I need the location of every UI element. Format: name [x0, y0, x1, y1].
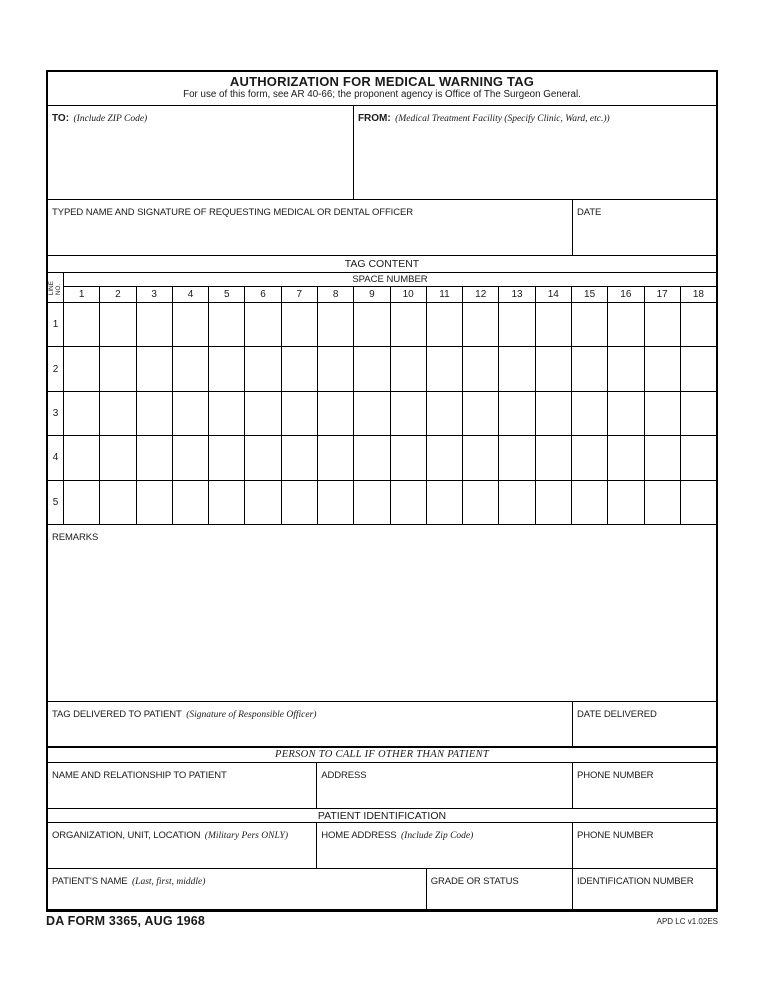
tag-space-cell-5-16[interactable] [608, 481, 644, 524]
space-number-col-9: 9 [354, 287, 390, 302]
tag-space-cell-3-1[interactable] [64, 392, 100, 435]
tag-space-cell-5-12[interactable] [463, 481, 499, 524]
grade-status-field[interactable] [427, 869, 573, 909]
tag-space-cell-2-10[interactable] [391, 347, 427, 390]
address-label: ADDRESS [321, 770, 367, 781]
tag-delivered-label: TAG DELIVERED TO PATIENT [52, 709, 182, 720]
tag-space-cell-3-5[interactable] [209, 392, 245, 435]
tag-space-cell-2-5[interactable] [209, 347, 245, 390]
organization-label: ORGANIZATION, UNIT, LOCATION [52, 830, 201, 841]
tag-space-cell-2-13[interactable] [499, 347, 535, 390]
to-field[interactable] [48, 106, 354, 199]
space-number-col-10: 10 [391, 287, 427, 302]
space-number-header: SPACE NUMBER [64, 273, 716, 287]
tag-space-cell-4-5[interactable] [209, 436, 245, 479]
tag-space-cell-3-3[interactable] [137, 392, 173, 435]
space-number-header-block [64, 273, 716, 302]
person-to-call-header: PERSON TO CALL IF OTHER THAN PATIENT [48, 748, 716, 763]
grade-status-label: GRADE OR STATUS [430, 876, 519, 887]
tag-space-cell-1-1[interactable] [64, 303, 100, 346]
line-no-header-label: LINE NO. [48, 281, 62, 295]
tag-space-cell-2-3[interactable] [137, 347, 173, 390]
patient-phone-field[interactable] [573, 823, 716, 868]
tag-space-cell-5-17[interactable] [645, 481, 681, 524]
tag-space-cell-3-12[interactable] [463, 392, 499, 435]
tag-space-cell-2-7[interactable] [282, 347, 318, 390]
space-number-col-13: 13 [499, 287, 535, 302]
name-relationship-field[interactable] [48, 763, 317, 808]
patient-name-field[interactable] [48, 869, 427, 909]
tag-line-row-3 [48, 392, 716, 436]
form-footer [46, 914, 718, 928]
tag-space-cell-5-1[interactable] [64, 481, 100, 524]
tag-space-cell-1-3[interactable] [137, 303, 173, 346]
tag-space-cell-5-7[interactable] [282, 481, 318, 524]
tag-space-cell-2-9[interactable] [354, 347, 390, 390]
typed-name-row [48, 200, 716, 256]
tag-space-cell-3-13[interactable] [499, 392, 535, 435]
tag-space-cell-3-14[interactable] [536, 392, 572, 435]
tag-space-cell-4-12[interactable] [463, 436, 499, 479]
date-delivered-label: DATE DELIVERED [577, 709, 657, 720]
tag-space-cell-2-11[interactable] [427, 347, 463, 390]
tag-space-cell-5-10[interactable] [391, 481, 427, 524]
space-number-col-17: 17 [645, 287, 681, 302]
patient-name-label: PATIENT'S NAME [52, 876, 128, 887]
tag-space-cell-5-3[interactable] [137, 481, 173, 524]
to-hint: (Include ZIP Code) [73, 114, 148, 124]
phone-number-label: PHONE NUMBER [577, 770, 654, 781]
date-label: DATE [577, 207, 602, 218]
tag-space-cell-2-18[interactable] [681, 347, 716, 390]
tag-space-cell-1-18[interactable] [681, 303, 716, 346]
tag-space-cell-4-13[interactable] [499, 436, 535, 479]
space-number-col-15: 15 [572, 287, 608, 302]
tag-line-row-1 [48, 303, 716, 347]
space-number-col-1: 1 [64, 287, 100, 302]
patient-phone-label: PHONE NUMBER [577, 830, 654, 841]
tag-grid-header [48, 273, 716, 303]
tag-space-cell-3-2[interactable] [100, 392, 136, 435]
form-version: APD LC v1.02ES [656, 917, 718, 926]
organization-row [48, 823, 716, 869]
tag-delivered-field[interactable] [48, 702, 573, 746]
tag-space-cell-5-2[interactable] [100, 481, 136, 524]
tag-space-cell-4-10[interactable] [391, 436, 427, 479]
patient-name-hint: (Last, first, middle) [132, 877, 206, 887]
tag-space-cell-2-4[interactable] [173, 347, 209, 390]
tag-space-cell-4-2[interactable] [100, 436, 136, 479]
tag-space-cell-1-11[interactable] [427, 303, 463, 346]
remarks-field[interactable] [48, 525, 716, 702]
space-number-col-8: 8 [318, 287, 354, 302]
tag-space-cell-5-4[interactable] [173, 481, 209, 524]
patient-name-row [48, 869, 716, 909]
tag-space-cell-1-10[interactable] [391, 303, 427, 346]
space-number-col-11: 11 [427, 287, 463, 302]
da-form-3365 [46, 70, 718, 912]
tag-space-cell-2-8[interactable] [318, 347, 354, 390]
tag-content-header: TAG CONTENT [48, 256, 716, 273]
tag-space-cell-3-8[interactable] [318, 392, 354, 435]
tag-space-cell-4-6[interactable] [245, 436, 281, 479]
form-title: AUTHORIZATION FOR MEDICAL WARNING TAG [229, 74, 535, 89]
tag-space-cell-1-16[interactable] [608, 303, 644, 346]
tag-line-row-5 [48, 481, 716, 524]
tag-space-cell-2-2[interactable] [100, 347, 136, 390]
tag-space-cell-4-14[interactable] [536, 436, 572, 479]
tag-space-cell-1-5[interactable] [209, 303, 245, 346]
tag-space-cell-2-17[interactable] [645, 347, 681, 390]
tag-space-cell-2-14[interactable] [536, 347, 572, 390]
home-address-hint: (Include Zip Code) [401, 831, 474, 841]
form-subtitle: For use of this form, see AR 40-66; the proponent agency is Office of The Surgeon General. [183, 89, 581, 100]
space-number-col-7: 7 [282, 287, 318, 302]
tag-space-cell-4-18[interactable] [681, 436, 716, 479]
identification-number-label: IDENTIFICATION NUMBER [577, 876, 694, 887]
tag-space-cell-3-9[interactable] [354, 392, 390, 435]
home-address-field[interactable] [317, 823, 573, 868]
tag-space-cell-3-17[interactable] [645, 392, 681, 435]
address-field[interactable] [317, 763, 573, 808]
date-field[interactable] [573, 200, 716, 255]
line-number-label-5: 5 [48, 481, 64, 524]
tag-grid-body [48, 303, 716, 525]
identification-number-field[interactable] [573, 869, 716, 909]
line-number-label-3: 3 [48, 392, 64, 435]
tag-space-cell-3-7[interactable] [282, 392, 318, 435]
space-number-col-12: 12 [463, 287, 499, 302]
phone-number-field[interactable] [573, 763, 716, 808]
tag-space-cell-1-12[interactable] [463, 303, 499, 346]
tag-space-cell-2-16[interactable] [608, 347, 644, 390]
tag-delivered-row [48, 702, 716, 748]
space-number-col-6: 6 [245, 287, 281, 302]
space-number-col-14: 14 [536, 287, 572, 302]
typed-name-label: TYPED NAME AND SIGNATURE OF REQUESTING MEDICAL OR DENTAL OFFICER [52, 207, 413, 218]
tag-space-cell-1-9[interactable] [354, 303, 390, 346]
tag-space-cell-1-8[interactable] [318, 303, 354, 346]
tag-delivered-hint: (Signature of Responsible Officer) [186, 710, 317, 720]
tag-space-cell-2-1[interactable] [64, 347, 100, 390]
person-to-call-row [48, 763, 716, 809]
tag-space-cell-4-16[interactable] [608, 436, 644, 479]
tag-space-cell-3-18[interactable] [681, 392, 716, 435]
tag-space-cell-1-13[interactable] [499, 303, 535, 346]
tag-line-row-4 [48, 436, 716, 480]
tag-space-cell-5-9[interactable] [354, 481, 390, 524]
tag-space-cell-1-17[interactable] [645, 303, 681, 346]
tag-space-cell-3-10[interactable] [391, 392, 427, 435]
tag-space-cell-5-6[interactable] [245, 481, 281, 524]
tag-space-cell-5-14[interactable] [536, 481, 572, 524]
tag-space-cell-3-16[interactable] [608, 392, 644, 435]
tag-space-cell-4-8[interactable] [318, 436, 354, 479]
name-relationship-label: NAME AND RELATIONSHIP TO PATIENT [52, 770, 227, 781]
date-delivered-field[interactable] [573, 702, 716, 746]
tag-space-cell-1-6[interactable] [245, 303, 281, 346]
tag-space-cell-4-7[interactable] [282, 436, 318, 479]
space-number-col-5: 5 [209, 287, 245, 302]
space-number-col-4: 4 [173, 287, 209, 302]
tag-space-cell-3-11[interactable] [427, 392, 463, 435]
tag-space-cell-1-7[interactable] [282, 303, 318, 346]
from-hint: (Medical Treatment Facility (Specify Clinic, Ward, etc.)) [395, 114, 610, 124]
remarks-label: REMARKS [52, 532, 99, 543]
line-no-header-cell [48, 273, 64, 302]
to-from-row [48, 106, 716, 200]
typed-name-field[interactable] [48, 200, 573, 255]
form-header [48, 72, 716, 106]
tag-space-cell-4-11[interactable] [427, 436, 463, 479]
tag-space-cell-3-4[interactable] [173, 392, 209, 435]
from-label: FROM: [357, 113, 391, 124]
space-number-col-3: 3 [137, 287, 173, 302]
tag-space-cell-4-4[interactable] [173, 436, 209, 479]
tag-space-cell-4-15[interactable] [572, 436, 608, 479]
space-number-col-2: 2 [100, 287, 136, 302]
to-label: TO: [52, 113, 70, 124]
tag-space-cell-2-15[interactable] [572, 347, 608, 390]
tag-space-cell-4-9[interactable] [354, 436, 390, 479]
tag-space-cell-1-4[interactable] [173, 303, 209, 346]
tag-space-cell-1-2[interactable] [100, 303, 136, 346]
tag-space-cell-2-6[interactable] [245, 347, 281, 390]
tag-space-cell-5-11[interactable] [427, 481, 463, 524]
tag-space-cell-5-13[interactable] [499, 481, 535, 524]
line-number-label-2: 2 [48, 347, 64, 390]
from-field[interactable] [354, 106, 716, 199]
tag-space-cell-5-15[interactable] [572, 481, 608, 524]
tag-line-row-2 [48, 347, 716, 391]
tag-space-cell-2-12[interactable] [463, 347, 499, 390]
space-number-col-16: 16 [608, 287, 644, 302]
tag-space-cell-3-6[interactable] [245, 392, 281, 435]
space-number-col-18: 18 [692, 289, 704, 300]
tag-space-cell-5-5[interactable] [209, 481, 245, 524]
tag-space-cell-4-1[interactable] [64, 436, 100, 479]
tag-space-cell-5-8[interactable] [318, 481, 354, 524]
organization-hint: (Military Pers ONLY) [204, 831, 288, 841]
tag-space-cell-1-15[interactable] [572, 303, 608, 346]
patient-identification-header: PATIENT IDENTIFICATION [48, 809, 716, 823]
line-number-label-4: 4 [48, 436, 64, 479]
line-number-label-1: 1 [48, 303, 64, 346]
tag-space-cell-5-18[interactable] [681, 481, 716, 524]
tag-space-cell-1-14[interactable] [536, 303, 572, 346]
tag-space-cell-3-15[interactable] [572, 392, 608, 435]
tag-space-cell-4-3[interactable] [137, 436, 173, 479]
tag-space-cell-4-17[interactable] [645, 436, 681, 479]
form-number: DA FORM 3365, AUG 1968 [46, 914, 206, 928]
organization-field[interactable] [48, 823, 317, 868]
home-address-label: HOME ADDRESS [321, 830, 397, 841]
space-number-row [64, 287, 716, 302]
